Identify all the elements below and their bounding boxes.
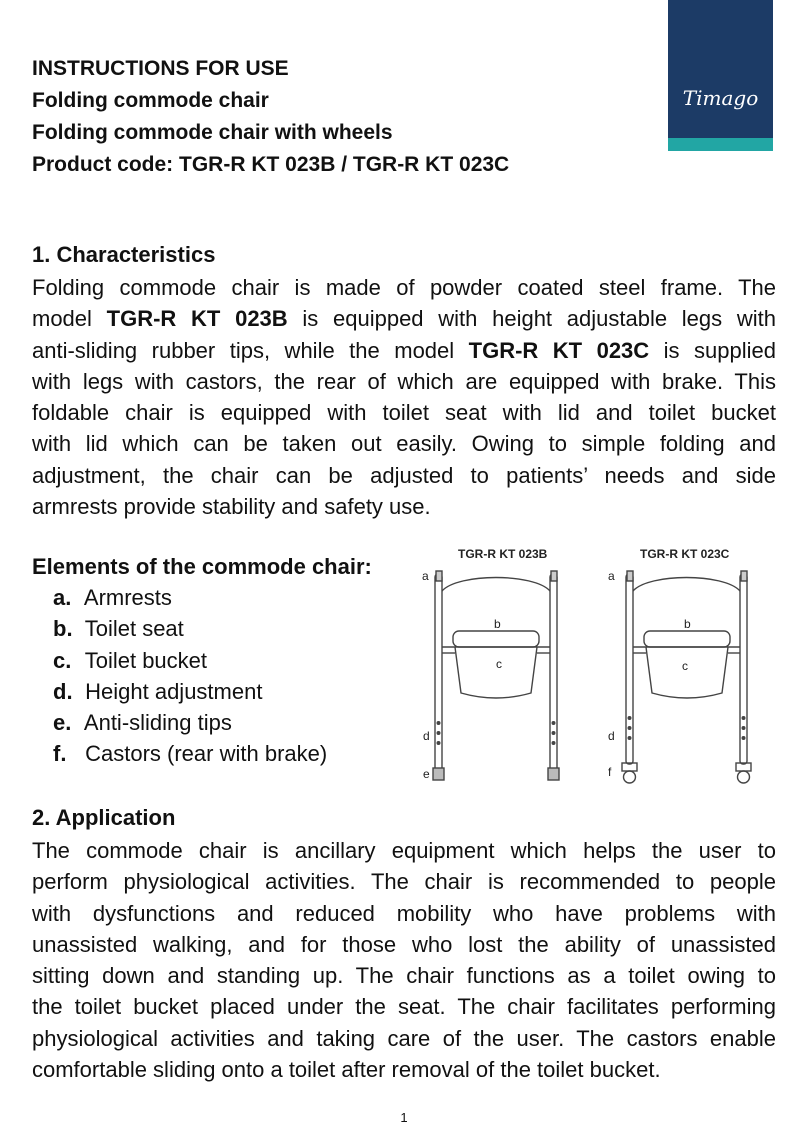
elements-list: [32, 582, 402, 770]
elements-list-block: [32, 552, 402, 770]
text-line: adjustment, the chair can be adjusted to patients’ needs and side: [32, 462, 776, 488]
header-title: INSTRUCTIONS FOR USE: [32, 57, 289, 80]
label-a-right: a: [608, 569, 615, 583]
header-product-code: Product code: TGR-R KT 023B / TGR-R KT 023C: [32, 153, 510, 176]
text-line: perform physiological activities. The chair is recommended to people: [32, 869, 776, 895]
text-line: foldable chair is equipped with toilet seat with lid and toilet bucket: [32, 400, 776, 426]
text-line: with dysfunctions and reduced mobility who have problems with: [32, 900, 776, 926]
text-line: unassisted walking, and for those who lost the ability of unassisted: [32, 931, 776, 957]
brand-logo-stripe: [668, 138, 773, 151]
brand-logo: Timago: [682, 86, 759, 110]
document-header: [32, 53, 652, 181]
commode-chair-diagram: [418, 543, 776, 788]
label-d-right: d: [608, 729, 615, 743]
characteristics-paragraph: [32, 272, 776, 522]
section-characteristics: [32, 240, 776, 522]
application-paragraph: [32, 835, 776, 1085]
text-line: anti-sliding rubber tips, while the model TGR-R KT 023C is supplied: [32, 337, 776, 363]
label-f-right: f: [608, 765, 612, 779]
label-c-right: c: [682, 659, 688, 673]
model-code: TGR-R KT 023B: [106, 306, 288, 332]
list-item: f. Castors (rear with brake): [53, 741, 328, 767]
text-line: physiological activities and taking care of the user. The castors enable: [32, 1025, 776, 1051]
text-line: The commode chair is ancillary equipment which helps the user to: [32, 838, 776, 863]
section-heading: 1. Characteristics: [32, 242, 216, 267]
text-line: Folding commode chair is made of powder coated steel frame. The: [32, 275, 776, 300]
header-product-name: Folding commode chair: [32, 89, 269, 112]
list-item: c. Toilet bucket: [53, 647, 208, 673]
figure-title-023b: TGR-R KT 023B: [458, 547, 548, 561]
chair-drawings-svg: [418, 543, 776, 788]
brand-logo-block: [668, 0, 773, 138]
label-b-right: b: [684, 617, 691, 631]
list-item: b. Toilet seat: [53, 616, 184, 642]
chair-023c-drawing: [622, 571, 751, 783]
chair-023b-drawing: [433, 571, 559, 780]
list-item: d. Height adjustment: [53, 678, 263, 704]
text-line: comfortable sliding onto a toilet after removal of the toilet bucket.: [32, 1057, 661, 1083]
text-line: the toilet bucket placed under the seat. The chair facilitates performing: [32, 994, 776, 1020]
text-line: sitting down and standing up. The chair functions as a toilet owing to: [32, 963, 776, 989]
page-number: 1: [400, 1110, 408, 1125]
label-c-left: c: [496, 657, 502, 671]
text-line: armrests provide stability and safety use.: [32, 494, 431, 520]
label-e-left: e: [423, 767, 430, 781]
section-application: [32, 803, 776, 1085]
header-product-name-wheels: Folding commode chair with wheels: [32, 121, 393, 144]
list-item: a. Armrests: [53, 585, 172, 610]
section-heading: 2. Application: [32, 805, 176, 830]
elements-heading: Elements of the commode chair:: [32, 554, 372, 579]
model-code: TGR-R KT 023C: [468, 337, 650, 363]
label-b-left: b: [494, 617, 501, 631]
text-line: with lid which can be taken out easily. Owing to simple folding and: [32, 431, 776, 457]
label-d-left: d: [423, 729, 430, 743]
label-a-left: a: [422, 569, 429, 583]
text-line: with legs with castors, the rear of which are equipped with brake. This: [32, 368, 776, 394]
text-line: model TGR-R KT 023B is equipped with height adjustable legs with: [32, 306, 776, 332]
figure-title-023c: TGR-R KT 023C: [640, 547, 730, 561]
list-item: e. Anti-sliding tips: [53, 710, 232, 736]
